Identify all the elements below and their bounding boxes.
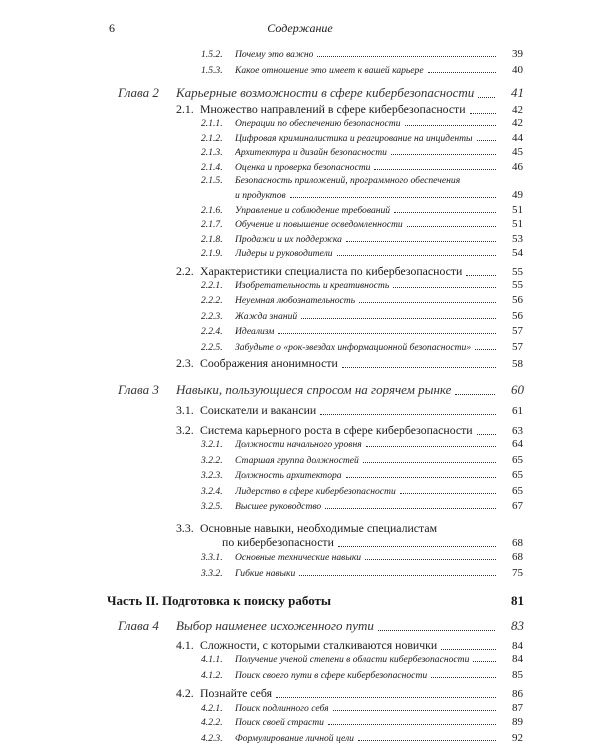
entry-title-continuation: и продуктов [235, 190, 286, 202]
entry-page: 89 [512, 716, 523, 729]
dot-leader [359, 301, 496, 303]
running-header: Содержание [267, 21, 333, 35]
toc-section[interactable] [176, 638, 523, 653]
toc-entry[interactable] [201, 64, 523, 76]
entry-page: 44 [512, 131, 523, 144]
entry-number: 2.1.4. [201, 161, 223, 173]
toc-entry[interactable] [201, 132, 523, 144]
entry-title: Старшая группа должностей [235, 454, 359, 466]
dot-leader [337, 254, 496, 256]
entry-page: 54 [512, 247, 523, 260]
part-title: Часть II. Подготовка к поиску работы [107, 592, 332, 608]
toc-section-continuation[interactable] [222, 535, 523, 550]
section-title: Соискатели и вакансии [200, 403, 317, 418]
toc-entry[interactable] [201, 567, 523, 579]
section-number: 4.1. [176, 637, 194, 652]
entry-number: 4.2.2. [201, 717, 223, 729]
dot-leader [473, 660, 496, 662]
toc-entry[interactable] [201, 485, 523, 497]
dot-leader [299, 574, 496, 576]
entry-number: 3.3.2. [201, 567, 223, 579]
entry-number: 2.1.6. [201, 204, 223, 216]
dot-leader [365, 558, 496, 560]
toc-entry[interactable] [201, 310, 523, 322]
entry-title: Неуемная любознательность [235, 295, 356, 307]
entry-title: Безопасность приложений, программного обеспечения [235, 175, 461, 187]
section-number: 3.1. [176, 403, 194, 418]
entry-number: 2.2.5. [201, 341, 223, 353]
chapter-number: Глава 4 [118, 618, 159, 634]
entry-page: 42 [512, 117, 523, 130]
entry-title: Изобретательность и креативность [235, 279, 390, 291]
section-page: 86 [512, 688, 523, 701]
entry-number: 3.2.2. [201, 454, 223, 466]
dot-leader [276, 696, 496, 698]
toc-chapter[interactable] [118, 85, 524, 101]
chapter-title: Выбор наименее исхоженного пути [176, 618, 374, 634]
entry-number: 2.2.3. [201, 310, 223, 322]
dot-leader [393, 286, 496, 288]
section-title: Характеристики специалиста по кибербезопасности [200, 264, 463, 278]
entry-number: 2.1.8. [201, 233, 223, 245]
toc-part[interactable] [107, 593, 524, 609]
chapter-page: 60 [511, 381, 524, 397]
entry-title: Архитектура и дизайн безопасности [235, 147, 387, 159]
section-page: 58 [512, 358, 523, 371]
entry-page: 87 [512, 701, 523, 714]
toc-entry[interactable] [201, 438, 523, 450]
entry-page: 51 [512, 203, 523, 216]
entry-number: 3.2.4. [201, 485, 223, 497]
page-number: 6 [109, 21, 115, 35]
dot-leader [333, 709, 496, 711]
entry-number: 2.2.1. [201, 279, 223, 291]
dot-leader [342, 366, 496, 368]
toc-section[interactable] [176, 686, 523, 701]
entry-page: 45 [512, 146, 523, 159]
entry-page: 84 [512, 653, 523, 666]
entry-title: Оценка и проверка безопасности [235, 161, 371, 173]
dot-leader [441, 648, 496, 650]
entry-number: 3.2.1. [201, 439, 223, 451]
dot-leader [278, 332, 496, 334]
section-number: 3.3. [176, 520, 194, 535]
entry-title: Жажда знаний [235, 310, 298, 322]
entry-title: Какое отношение это имеет к вашей карьере [235, 64, 424, 76]
dot-leader [455, 393, 495, 395]
toc-entry[interactable] [201, 732, 523, 744]
entry-number: 2.1.2. [201, 132, 223, 144]
entry-number: 2.2.2. [201, 295, 223, 307]
chapter-page: 41 [511, 84, 524, 100]
dot-leader [478, 96, 495, 98]
entry-page: 68 [512, 551, 523, 564]
section-page: 68 [512, 537, 523, 550]
toc-entry-continuation[interactable] [235, 189, 523, 201]
entry-title: Формулирование личной цели [235, 733, 354, 744]
dot-leader [466, 274, 496, 276]
toc-entry[interactable] [201, 454, 523, 466]
toc-entry[interactable] [201, 341, 523, 353]
entry-number: 2.1.5. [201, 175, 223, 187]
dot-leader [477, 139, 496, 141]
entry-title: Должности начального уровня [235, 439, 362, 451]
toc-entry[interactable] [201, 218, 523, 230]
entry-title: Управление и соблюдение требований [235, 204, 391, 216]
entry-title: Должность архитектора [235, 470, 342, 482]
toc-entry[interactable] [201, 669, 523, 681]
entry-title: Поиск своего пути в сфере кибербезопасности [235, 669, 428, 681]
entry-number: 4.1.2. [201, 669, 223, 681]
entry-page: 75 [512, 566, 523, 579]
entry-page: 49 [512, 189, 523, 202]
section-title: Сложности, с которыми сталкиваются новички [200, 637, 438, 652]
section-number: 4.2. [176, 686, 194, 701]
toc-entry[interactable] [201, 146, 523, 158]
section-page: 63 [512, 424, 523, 437]
dot-leader [366, 445, 496, 447]
entry-number: 4.2.1. [201, 702, 223, 714]
entry-title: Операции по обеспечению безопасности [235, 118, 401, 130]
entry-number: 4.1.1. [201, 654, 223, 666]
toc-entry[interactable] [201, 702, 523, 714]
dot-leader [317, 55, 496, 57]
toc-entry[interactable] [201, 279, 523, 291]
entry-number: 2.1.7. [201, 219, 223, 231]
dot-leader [470, 112, 496, 114]
toc-section[interactable] [176, 356, 523, 371]
entry-page: 64 [512, 438, 523, 451]
chapter-number: Глава 3 [118, 381, 159, 397]
entry-number: 2.1.3. [201, 147, 223, 159]
toc-entry[interactable] [201, 500, 523, 512]
toc-entry[interactable] [201, 325, 523, 337]
section-number: 3.2. [176, 422, 194, 437]
toc-entry[interactable] [201, 233, 523, 245]
entry-title: Высшее руководство [235, 501, 322, 513]
dot-leader [400, 492, 496, 494]
dot-leader [346, 476, 496, 478]
section-page: 42 [512, 104, 523, 117]
entry-page: 65 [512, 453, 523, 466]
toc-section[interactable] [176, 423, 523, 438]
dot-leader [407, 225, 496, 227]
dot-leader [358, 739, 496, 741]
entry-page: 57 [512, 340, 523, 353]
entry-title: Лидерство в сфере кибербезопасности [235, 485, 396, 497]
dot-leader [338, 545, 496, 547]
dot-leader [378, 629, 495, 631]
entry-title: Лидеры и руководители [235, 248, 333, 260]
section-title: Множество направлений в сфере кибербезопасности [200, 102, 466, 117]
dot-leader [320, 413, 496, 415]
entry-title: Получение ученой степени в области кибербезопасности [235, 654, 470, 666]
entry-number: 3.2.3. [201, 470, 223, 482]
spacer [335, 605, 495, 606]
dot-leader [325, 507, 496, 509]
dot-leader [391, 153, 496, 155]
entry-number: 1.5.2. [201, 49, 223, 60]
entry-number: 1.5.3. [201, 64, 223, 76]
toc-section[interactable] [176, 264, 523, 279]
dot-leader [328, 723, 496, 725]
dot-leader [301, 317, 496, 319]
toc-entry[interactable] [201, 48, 523, 60]
entry-title: Цифровая криминалистика и реагирование на инциденты [235, 132, 473, 144]
entry-title: Идеализм [235, 326, 275, 338]
section-title: Познайте себя [200, 686, 273, 701]
entry-page: 39 [512, 48, 523, 60]
entry-title: Поиск подлинного себя [235, 702, 329, 714]
section-page: 55 [512, 266, 523, 278]
section-page: 61 [512, 405, 523, 418]
section-title-continuation: по кибербезопасности [222, 535, 334, 550]
dot-leader [346, 240, 496, 242]
chapter-page: 83 [511, 618, 524, 634]
toc-entry[interactable] [201, 294, 523, 306]
entry-number: 3.3.1. [201, 552, 223, 564]
dot-leader [290, 196, 496, 198]
section-number: 2.2. [176, 264, 194, 278]
entry-number: 4.2.3. [201, 733, 223, 744]
section-title: Соображения анонимности [200, 356, 338, 371]
dot-leader [405, 124, 497, 126]
entry-title: Гибкие навыки [235, 567, 296, 579]
toc-entry-first-line[interactable] [201, 175, 460, 186]
dot-leader [477, 433, 496, 435]
chapter-number: Глава 2 [118, 84, 159, 100]
toc-entry[interactable] [201, 469, 523, 481]
section-number: 2.1. [176, 102, 194, 117]
entry-page: 56 [512, 294, 523, 307]
dot-leader [394, 211, 496, 213]
toc-chapter[interactable] [118, 618, 524, 634]
toc-entry[interactable] [201, 161, 523, 173]
entry-page: 57 [512, 325, 523, 338]
section-page: 84 [512, 639, 523, 652]
part-page: 81 [511, 592, 524, 608]
dot-leader [475, 348, 496, 350]
entry-page: 65 [512, 469, 523, 482]
toc-chapter[interactable] [118, 382, 524, 398]
entry-page: 40 [512, 63, 523, 76]
chapter-title: Карьерные возможности в сфере кибербезопасности [176, 84, 475, 100]
entry-page: 92 [512, 732, 523, 744]
toc-entry[interactable] [201, 247, 523, 259]
toc-entry[interactable] [201, 117, 523, 129]
dot-leader [431, 676, 496, 678]
entry-title: Почему это важно [235, 49, 314, 60]
entry-page: 56 [512, 309, 523, 322]
dot-leader [374, 168, 496, 170]
section-title: Система карьерного роста в сфере кибербезопасности [200, 422, 473, 437]
toc-entry[interactable] [201, 204, 523, 216]
entry-title: Продажи и их поддержка [235, 233, 342, 245]
entry-page: 46 [512, 160, 523, 173]
toc-section[interactable] [176, 403, 523, 418]
section-title: Основные навыки, необходимые специалистам [200, 520, 438, 535]
chapter-title: Навыки, пользующиеся спросом на горячем рынке [176, 381, 452, 397]
entry-number: 3.2.5. [201, 501, 223, 513]
entry-number: 2.1.1. [201, 118, 223, 130]
entry-page: 85 [512, 668, 523, 681]
section-number: 2.3. [176, 356, 194, 371]
toc-entry[interactable] [201, 551, 523, 563]
entry-page: 65 [512, 484, 523, 497]
dot-leader [428, 71, 496, 73]
toc-entry[interactable] [201, 653, 523, 665]
entry-page: 67 [512, 500, 523, 513]
entry-number: 2.2.4. [201, 326, 223, 338]
toc-section[interactable] [176, 102, 523, 117]
entry-page: 55 [512, 278, 523, 291]
toc-section-first-line[interactable] [176, 521, 437, 536]
entry-title: Основные технические навыки [235, 552, 362, 564]
dot-leader [363, 461, 496, 463]
toc-entry[interactable] [201, 716, 523, 728]
entry-number: 2.1.9. [201, 248, 223, 260]
entry-title: Обучение и повышение осведомленности [235, 219, 403, 231]
entry-title: Поиск своей страсти [235, 717, 324, 729]
entry-title: Забудьте о «рок-звездах информационной безопасности» [235, 341, 472, 353]
entry-page: 51 [512, 218, 523, 231]
entry-page: 53 [512, 232, 523, 245]
